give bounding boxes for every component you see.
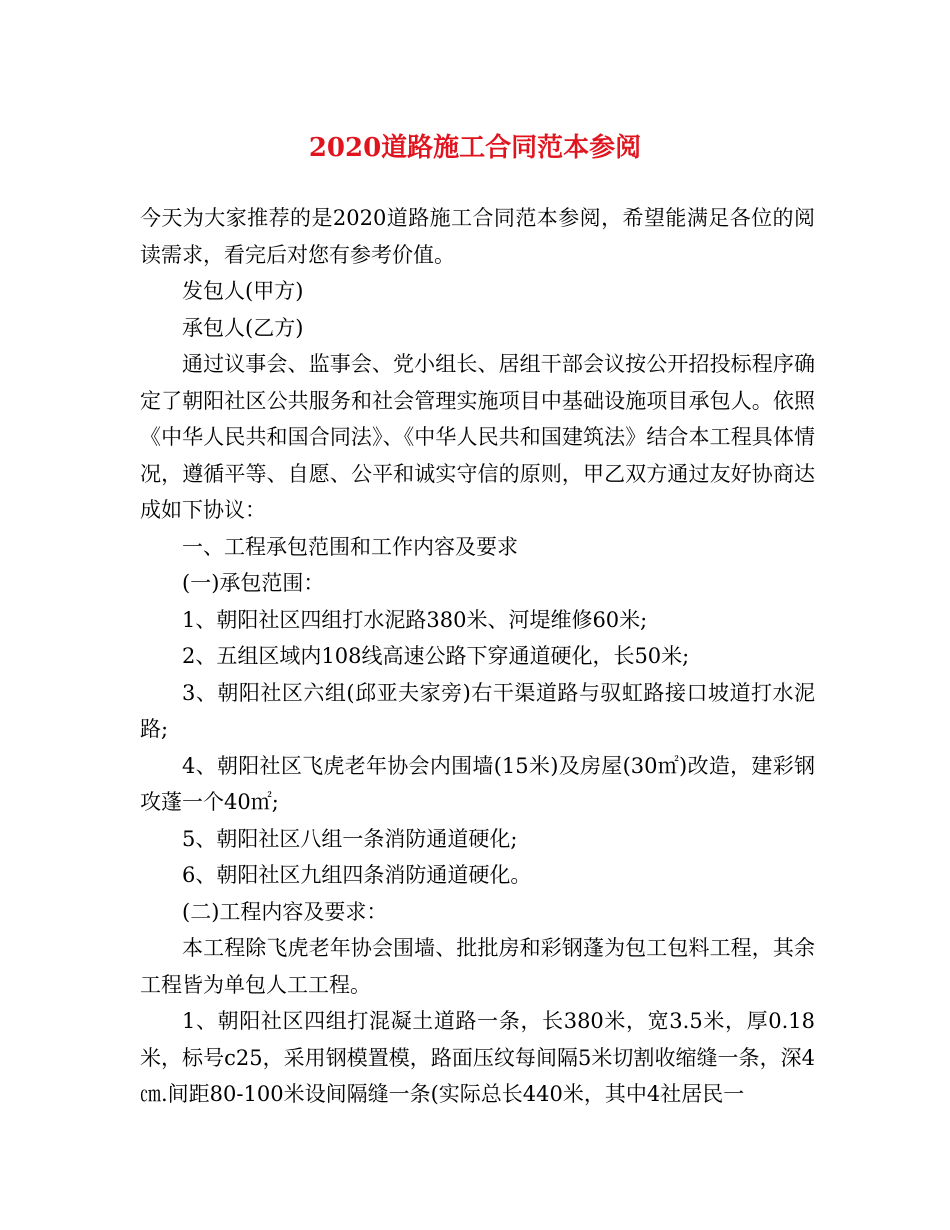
document-title: 2020道路施工合同范本参阅 <box>308 133 642 163</box>
content-item: 1、朝阳社区四组打混凝土道路一条，长380米，宽3.5米，厚0.18米，标号c25，采用钢模置模，路面压纹每间隔5米切割收缩缝一条，深4㎝.间距80-100米设间隔缝一条(实际总长440米，其中4社居民一 <box>140 1009 815 1106</box>
preamble-paragraph: 通过议事会、监事会、党小组长、居组干部会议按公开招投标程序确定了朝阳社区公共服务和社会管理实施项目中基础设施项目承包人。依照《中华人民共和国合同法》、《中华人民共和国建筑法》结合本工程具体情况，遵循平等、自愿、公平和诚实守信的原则，甲乙双方通过友好协商达成如下协议： <box>140 352 815 522</box>
scope-item: 3、朝阳社区六组(邱亚夫家旁)右干渠道路与驭虹路接口坡道打水泥路; <box>140 680 815 741</box>
subsection-heading: (二)工程内容及要求： <box>182 899 388 924</box>
content-paragraph: 本工程除飞虎老年协会围墙、批批房和彩钢蓬为包工包料工程，其余工程皆为单包人工工程。 <box>140 936 815 997</box>
party-b-line: 承包人(乙方) <box>182 315 304 340</box>
section-heading: 一、工程承包范围和工作内容及要求 <box>182 534 518 559</box>
scope-item: 6、朝阳社区九组四条消防通道硬化。 <box>182 863 532 887</box>
scope-item: 4、朝阳社区飞虎老年协会内围墙(15米)及房屋(30㎡)改造，建彩钢攻蓬一个40㎡; <box>140 753 815 814</box>
scope-item: 5、朝阳社区八组一条消防通道硬化; <box>182 826 518 851</box>
scope-item: 1、朝阳社区四组打水泥路380米、河堤维修60米; <box>182 607 648 632</box>
party-a-line: 发包人(甲方) <box>182 279 304 303</box>
document-body <box>140 200 815 1113</box>
scope-item: 2、五组区域内108线高速公路下穿通道硬化，长50米; <box>182 644 690 668</box>
intro-paragraph: 今天为大家推荐的是2020道路施工合同范本参阅，希望能满足各位的阅读需求，看完后对您有参考价值。 <box>140 206 815 267</box>
subsection-heading: (一)承包范围： <box>182 571 325 595</box>
